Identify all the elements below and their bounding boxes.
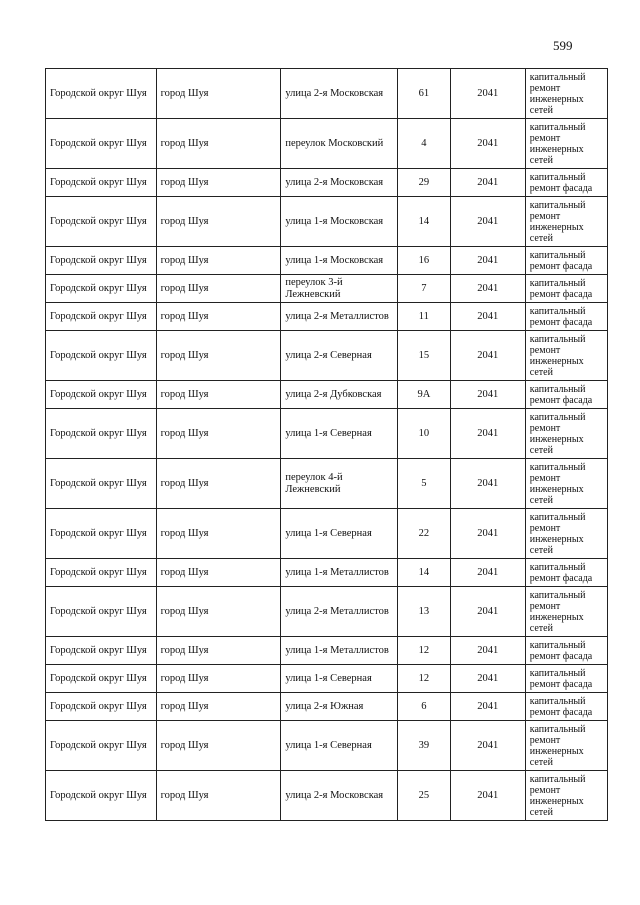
okrug-cell: Городской округ Шуя [46,665,157,693]
street-cell: улица 2-я Московская [281,69,398,119]
okrug-cell: Городской округ Шуя [46,197,157,247]
street-cell: улица 1-я Металлистов [281,559,398,587]
city-cell: город Шуя [156,331,281,381]
okrug-cell: Городской округ Шуя [46,693,157,721]
house-number-cell: 61 [397,69,450,119]
city-cell: город Шуя [156,409,281,459]
year-cell: 2041 [450,69,525,119]
house-number-cell: 13 [397,587,450,637]
street-cell: переулок 4-й Лежневский [281,459,398,509]
work-type-cell: капитальный ремонт инженерных сетей [525,459,607,509]
street-cell: улица 2-я Дубковская [281,381,398,409]
year-cell: 2041 [450,381,525,409]
house-number-cell: 25 [397,771,450,821]
street-cell: переулок 3-й Лежневский [281,275,398,303]
year-cell: 2041 [450,693,525,721]
city-cell: город Шуя [156,637,281,665]
work-type-cell: капитальный ремонт инженерных сетей [525,509,607,559]
work-type-cell: капитальный ремонт фасада [525,693,607,721]
street-cell: улица 1-я Металлистов [281,637,398,665]
table-row [46,721,608,771]
work-type-cell: капитальный ремонт фасада [525,665,607,693]
city-cell: город Шуя [156,587,281,637]
city-cell: город Шуя [156,721,281,771]
year-cell: 2041 [450,509,525,559]
work-type-cell: капитальный ремонт инженерных сетей [525,331,607,381]
house-number-cell: 11 [397,303,450,331]
work-type-cell: капитальный ремонт фасада [525,637,607,665]
house-number-cell: 9А [397,381,450,409]
city-cell: город Шуя [156,693,281,721]
street-cell: улица 2-я Металлистов [281,587,398,637]
year-cell: 2041 [450,331,525,381]
street-cell: улица 1-я Северная [281,409,398,459]
okrug-cell: Городской округ Шуя [46,69,157,119]
year-cell: 2041 [450,169,525,197]
table-row [46,169,608,197]
page-number: 599 [553,38,573,53]
house-number-cell: 16 [397,247,450,275]
work-type-cell: капитальный ремонт инженерных сетей [525,69,607,119]
table-row [46,665,608,693]
year-cell: 2041 [450,247,525,275]
year-cell: 2041 [450,459,525,509]
okrug-cell: Городской округ Шуя [46,459,157,509]
street-cell: улица 1-я Московская [281,197,398,247]
work-type-cell: капитальный ремонт инженерных сетей [525,119,607,169]
work-type-cell: капитальный ремонт фасада [525,559,607,587]
street-cell: улица 1-я Северная [281,665,398,693]
city-cell: город Шуя [156,509,281,559]
year-cell: 2041 [450,303,525,331]
okrug-cell: Городской округ Шуя [46,509,157,559]
table-row [46,459,608,509]
house-number-cell: 7 [397,275,450,303]
street-cell: улица 2-я Металлистов [281,303,398,331]
city-cell: город Шуя [156,169,281,197]
table-row [46,771,608,821]
table-row [46,509,608,559]
year-cell: 2041 [450,721,525,771]
okrug-cell: Городской округ Шуя [46,559,157,587]
city-cell: город Шуя [156,381,281,409]
okrug-cell: Городской округ Шуя [46,771,157,821]
house-number-cell: 22 [397,509,450,559]
year-cell: 2041 [450,119,525,169]
city-cell: город Шуя [156,275,281,303]
street-cell: улица 1-я Северная [281,509,398,559]
year-cell: 2041 [450,665,525,693]
city-cell: город Шуя [156,459,281,509]
table-row [46,247,608,275]
year-cell: 2041 [450,637,525,665]
house-number-cell: 29 [397,169,450,197]
year-cell: 2041 [450,275,525,303]
street-cell: улица 2-я Московская [281,771,398,821]
work-type-cell: капитальный ремонт инженерных сетей [525,409,607,459]
work-type-cell: капитальный ремонт фасада [525,381,607,409]
okrug-cell: Городской округ Шуя [46,409,157,459]
table-row [46,303,608,331]
table-row [46,559,608,587]
okrug-cell: Городской округ Шуя [46,381,157,409]
year-cell: 2041 [450,587,525,637]
street-cell: улица 2-я Северная [281,331,398,381]
work-type-cell: капитальный ремонт инженерных сетей [525,721,607,771]
street-cell: переулок Московский [281,119,398,169]
house-number-cell: 15 [397,331,450,381]
table-row [46,409,608,459]
city-cell: город Шуя [156,665,281,693]
table-row [46,69,608,119]
table-row [46,693,608,721]
table-row [46,275,608,303]
okrug-cell: Городской округ Шуя [46,169,157,197]
work-type-cell: капитальный ремонт фасада [525,169,607,197]
city-cell: город Шуя [156,119,281,169]
house-number-cell: 14 [397,559,450,587]
city-cell: город Шуя [156,197,281,247]
okrug-cell: Городской округ Шуя [46,275,157,303]
house-number-cell: 10 [397,409,450,459]
work-type-cell: капитальный ремонт инженерных сетей [525,771,607,821]
street-cell: улица 2-я Московская [281,169,398,197]
city-cell: город Шуя [156,771,281,821]
table-row [46,381,608,409]
okrug-cell: Городской округ Шуя [46,331,157,381]
city-cell: город Шуя [156,247,281,275]
work-type-cell: капитальный ремонт фасада [525,303,607,331]
house-number-cell: 14 [397,197,450,247]
year-cell: 2041 [450,197,525,247]
house-number-cell: 39 [397,721,450,771]
table-row [46,637,608,665]
okrug-cell: Городской округ Шуя [46,637,157,665]
street-cell: улица 1-я Московская [281,247,398,275]
street-cell: улица 2-я Южная [281,693,398,721]
work-type-cell: капитальный ремонт инженерных сетей [525,587,607,637]
house-number-cell: 12 [397,637,450,665]
year-cell: 2041 [450,409,525,459]
okrug-cell: Городской округ Шуя [46,119,157,169]
table-row [46,331,608,381]
table-row [46,197,608,247]
city-cell: город Шуя [156,303,281,331]
table-row [46,587,608,637]
work-type-cell: капитальный ремонт фасада [525,247,607,275]
year-cell: 2041 [450,559,525,587]
okrug-cell: Городской округ Шуя [46,303,157,331]
table-body [46,69,608,821]
okrug-cell: Городской округ Шуя [46,587,157,637]
okrug-cell: Городской округ Шуя [46,721,157,771]
house-number-cell: 12 [397,665,450,693]
table-row [46,119,608,169]
house-number-cell: 4 [397,119,450,169]
house-number-cell: 5 [397,459,450,509]
year-cell: 2041 [450,771,525,821]
city-cell: город Шуя [156,69,281,119]
registry-table [45,68,608,821]
work-type-cell: капитальный ремонт фасада [525,275,607,303]
work-type-cell: капитальный ремонт инженерных сетей [525,197,607,247]
city-cell: город Шуя [156,559,281,587]
okrug-cell: Городской округ Шуя [46,247,157,275]
street-cell: улица 1-я Северная [281,721,398,771]
house-number-cell: 6 [397,693,450,721]
